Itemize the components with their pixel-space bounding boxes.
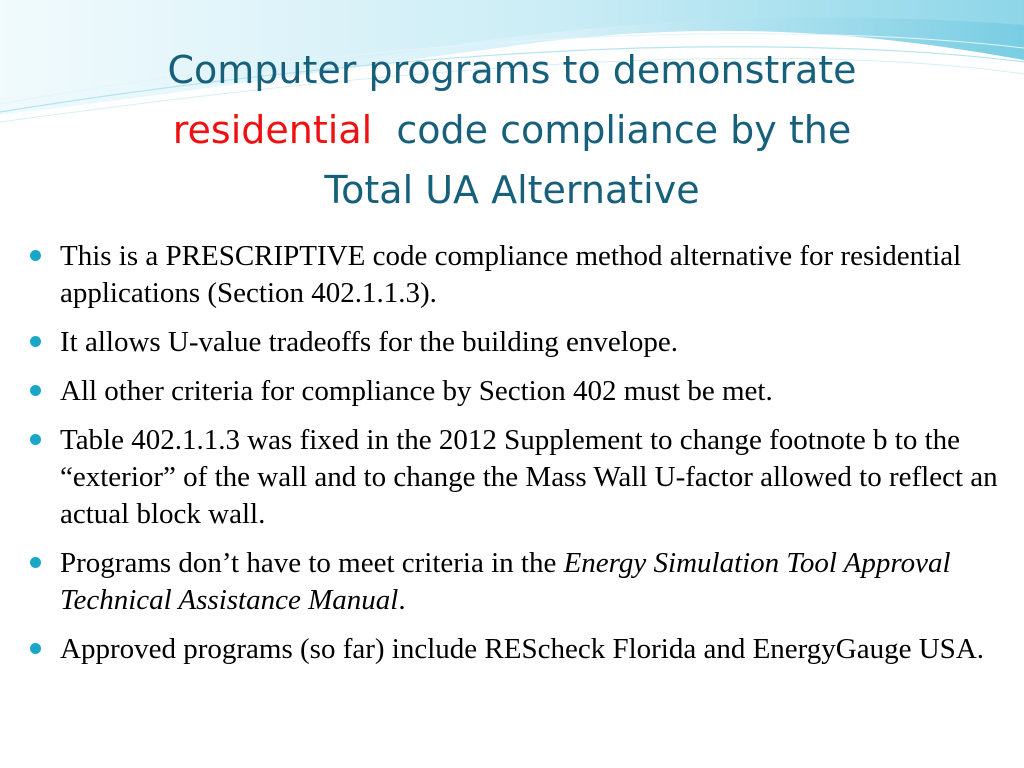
bullet-item xyxy=(30,631,1015,668)
bullet-dot-icon xyxy=(30,434,41,445)
bullet-item xyxy=(30,422,1015,533)
title-highlight-word: residential xyxy=(172,108,373,152)
bullet-item xyxy=(30,324,1015,361)
bullet-text-before: Programs don’t have to meet criteria in the xyxy=(60,547,564,579)
bullet-dot-icon xyxy=(30,336,41,347)
bullet-dot-icon xyxy=(30,557,41,568)
bullet-text: Approved programs (so far) include REScheck Florida and EnergyGauge USA. xyxy=(60,633,985,665)
bullet-item xyxy=(30,238,1015,312)
bullet-text: All other criteria for compliance by Section 402 must be met. xyxy=(60,375,773,407)
title-line-2: code compliance by the xyxy=(396,108,852,152)
bullet-text-after: . xyxy=(398,584,406,616)
bullet-text: This is a PRESCRIPTIVE code compliance method alternative for residential applications (Section 402.1.1.3). xyxy=(60,240,962,309)
bullet-text: Table 402.1.1.3 was fixed in the 2012 Supplement to change footnote b to the “exterior” of the wall and to change the Mass Wall U-factor allowed to reflect an actual block wall. xyxy=(60,424,998,530)
bullet-item xyxy=(30,373,1015,410)
title-line-1: Computer programs to demonstrate xyxy=(167,48,857,92)
bullet-dot-icon xyxy=(30,250,41,261)
title-line-3: Total UA Alternative xyxy=(324,168,700,212)
bullet-list xyxy=(30,238,1015,680)
manual-title: Energy Simulation Tool Approval Technical Assistance Manual xyxy=(60,547,951,616)
bullet-text: It allows U-value tradeoffs for the building envelope. xyxy=(60,326,678,358)
bullet-dot-icon xyxy=(30,385,41,396)
bullet-item xyxy=(30,545,1015,619)
bullet-dot-icon xyxy=(30,643,41,654)
slide-title xyxy=(60,40,964,220)
